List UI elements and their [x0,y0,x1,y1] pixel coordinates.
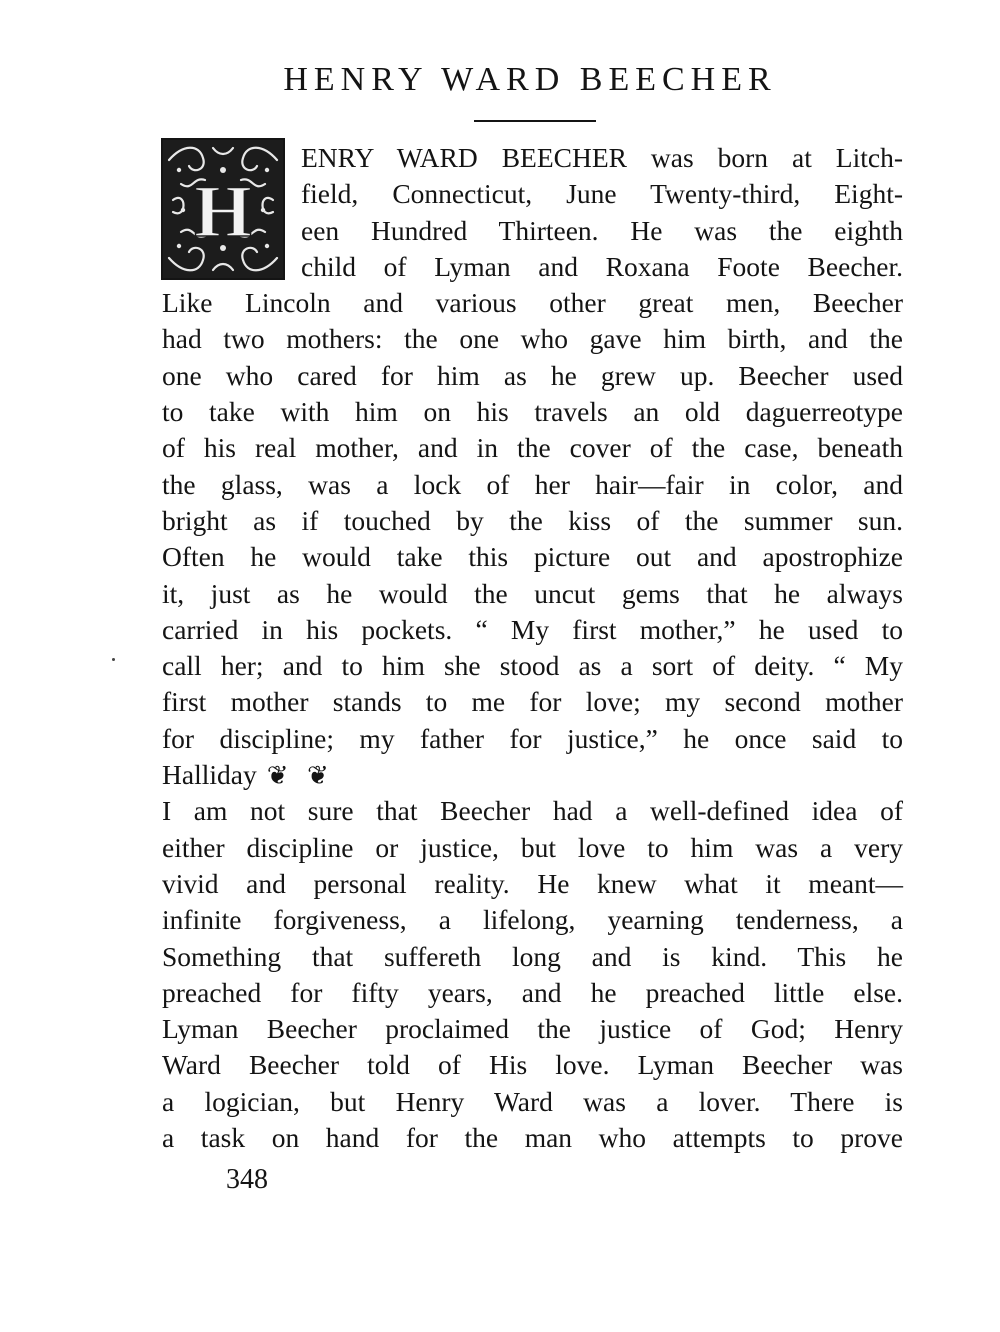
text-line: Like Lincoln and various other great men, Beecher [162,287,903,319]
text-line: Something that suffereth long and is kind. This he [162,940,903,972]
paragraph-ornament-icon: ❦ ❦ [266,761,335,791]
body-text [162,140,903,1156]
text-line: vivid and personal reality. He knew what it meant— [162,867,903,899]
paragraph-2 [162,793,903,1156]
text-line: bright as if touched by the kiss of the summer sun. [162,504,903,536]
text-line: call her; and to him she stood as a sort of deity. “ My [162,650,903,682]
text-line: infinite forgiveness, a lifelong, yearning tenderness, a [162,904,903,936]
text-line: ENRY WARD BEECHER was born at Litch- [301,142,903,173]
text-line: Lyman Beecher proclaimed the justice of God; Henry [162,1013,903,1045]
running-head: HENRY WARD BEECHER [283,61,777,98]
text-line: een Hundred Thirteen. He was the eighth [301,214,903,246]
text-line: a task on hand for the man who attempts to prove [162,1122,903,1154]
text-line: Often he would take this picture out and apostrophize [162,541,903,573]
text-line-content: Halliday [162,759,257,791]
text-line: preached for fifty years, and he preached little else. [162,976,903,1008]
text-line: a logician, but Henry Ward was a lover. There is [162,1085,903,1117]
paragraph-1 [162,140,903,793]
text-line: had two mothers: the one who gave him birth, and the [162,323,903,355]
text-line: child of Lyman and Roxana Foote Beecher. [301,250,903,282]
text-line: carried in his pockets. “ My first mother,” he used to [162,613,903,645]
ink-speck [112,658,115,661]
header-rule [474,120,596,122]
text-line: first mother stands to me for love; my second mother [162,686,903,718]
text-line: for discipline; my father for justice,” he once said to [162,722,903,754]
drop-cap-letter: H [194,171,252,253]
text-line: it, just as he would the uncut gems that he always [162,577,903,609]
text-line: either discipline or justice, but love to him was a very [162,831,903,863]
text-line-last [162,757,903,793]
text-line: Ward Beecher told of His love. Lyman Beecher was [162,1049,903,1081]
text-line: one who cared for him as he grew up. Beecher used [162,359,903,391]
text-line: the glass, was a lock of her hair—fair in color, and [162,468,903,500]
page-number: 348 [226,1164,268,1195]
text-line: I am not sure that Beecher had a well-defined idea of [162,795,903,827]
text-line: of his real mother, and in the cover of the case, beneath [162,432,903,464]
text-line: field, Connecticut, June Twenty-third, Eight- [301,178,903,210]
text-line: to take with him on his travels an old daguerreotype [162,396,903,428]
